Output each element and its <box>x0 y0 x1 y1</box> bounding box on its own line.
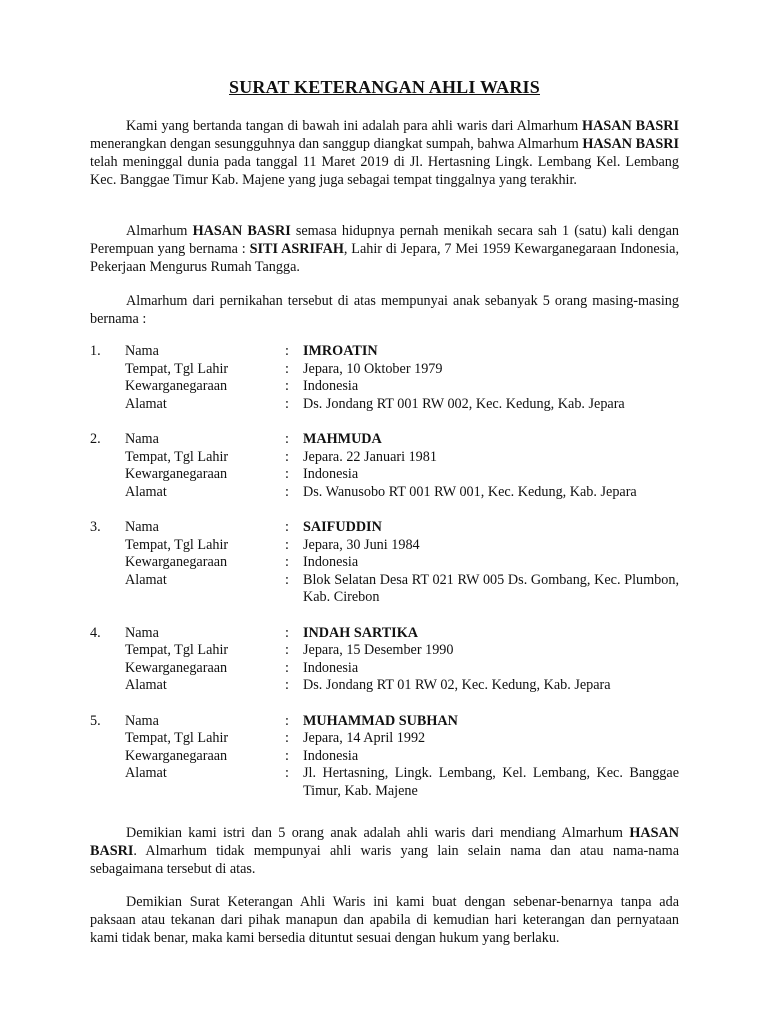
marriage-text-1: Almarhum <box>126 223 193 239</box>
colon: : <box>285 395 289 412</box>
heir-address: Ds. Wanusobo RT 001 RW 001, Kec. Kedung, Kab. Jepara <box>303 483 637 500</box>
colon: : <box>285 730 289 746</box>
intro-text-3: telah meninggal dunia pada tanggal 11 Maret 2019 di Jl. Hertasning Lingk. Lembang Kel. Lembang Kec. Banggae Timur Kab. Majene yang juga sebagai tempat tinggalnya yang terakhir. <box>90 154 679 188</box>
label-nama: Nama <box>125 712 159 729</box>
heir-number: 1. <box>90 343 101 359</box>
colon: : <box>285 677 289 693</box>
colon: : <box>285 431 289 447</box>
heir-citizenship: Indonesia <box>303 466 359 482</box>
colon: : <box>285 747 289 764</box>
label-kwn: Kewarganegaraan <box>125 747 228 764</box>
conclusion-text-2: . Almarhum tidak mempunyai ahli waris yang lain selain nama dan atau nama-nama sebagaimana tersebut di atas. <box>90 843 679 877</box>
label-ttl: Tempat, Tgl Lahir <box>125 730 229 746</box>
label-nama: Nama <box>125 519 159 535</box>
heir-citizenship: Indonesia <box>303 747 359 764</box>
deceased-name: HASAN BASRI <box>90 825 679 859</box>
heir-address: Blok Selatan Desa RT 021 RW 005 Ds. Gombang, Kec. Plumbon, Kab. Cirebon <box>303 571 679 605</box>
label-kwn: Kewarganegaraan <box>125 659 228 676</box>
marriage-text-3: , Lahir di Jepara, 7 Mei 1959 Kewarganegaraan Indonesia, Pekerjaan Mengurus Rumah Tangga. <box>90 241 680 275</box>
children-text: Almarhum dari pernikahan tersebut di atas mempunyai anak sebanyak 5 orang masing-masing bernama : <box>90 293 679 327</box>
paragraph-intro <box>90 117 679 189</box>
closing-text: Demikian Surat Keterangan Ahli Waris ini kami buat dengan sebenar-benarnya tanpa ada paksaan atau tekanan dari pihak manapun dan apabila di kemudian hari keterangan dan pernyataan kami tidak benar, maka kami bersedia dituntut sesuai dengan hukum yang berlaku. <box>90 894 679 946</box>
spouse-name: SITI ASRIFAH <box>249 241 344 257</box>
intro-text-2: menerangkan dengan sesungguhnya dan sanggup diangkat sumpah, bahwa Almarhum <box>90 136 583 152</box>
heir-birth: Jepara, 15 Desember 1990 <box>303 642 454 658</box>
paragraph-closing <box>90 893 679 947</box>
paragraph-conclusion <box>90 824 679 878</box>
document-title: SURAT KETERANGAN AHLI WARIS <box>229 77 540 97</box>
colon: : <box>285 519 289 535</box>
heir-citizenship: Indonesia <box>303 378 359 394</box>
label-nama: Nama <box>125 624 159 641</box>
paragraph-marriage <box>90 222 679 276</box>
label-alamat: Alamat <box>125 571 167 588</box>
heir-birth: Jepara, 30 Juni 1984 <box>303 536 420 553</box>
heir-name: INDAH SARTIKA <box>303 624 418 641</box>
heir-citizenship: Indonesia <box>303 554 359 570</box>
label-ttl: Tempat, Tgl Lahir <box>125 448 229 465</box>
colon: : <box>285 642 289 658</box>
paragraph-children <box>90 292 679 328</box>
label-ttl: Tempat, Tgl Lahir <box>125 536 229 553</box>
colon: : <box>285 624 289 641</box>
heir-citizenship: Indonesia <box>303 659 359 676</box>
heir-entry <box>90 343 679 413</box>
colon: : <box>285 360 289 377</box>
heir-list <box>90 343 679 818</box>
heir-address: Ds. Jondang RT 01 RW 02, Kec. Kedung, Kab. Jepara <box>303 677 611 693</box>
label-nama: Nama <box>125 431 159 447</box>
colon: : <box>285 378 289 394</box>
intro-text-1: Kami yang bertanda tangan di bawah ini adalah para ahli waris dari Almarhum <box>126 118 583 134</box>
label-kwn: Kewarganegaraan <box>125 554 228 570</box>
label-alamat: Alamat <box>125 395 167 412</box>
heir-address: Ds. Jondang RT 001 RW 002, Kec. Kedung, Kab. Jepara <box>303 395 625 412</box>
deceased-name: HASAN BASRI <box>582 136 680 152</box>
deceased-name: HASAN BASRI <box>582 118 679 134</box>
label-ttl: Tempat, Tgl Lahir <box>125 642 229 658</box>
colon: : <box>285 712 289 729</box>
marriage-text-2: semasa hidupnya pernah menikah secara sah 1 (satu) kali dengan Perempuan yang bernama : <box>90 223 679 257</box>
label-ttl: Tempat, Tgl Lahir <box>125 360 229 377</box>
heir-name: MUHAMMAD SUBHAN <box>303 712 458 729</box>
heir-entry <box>90 713 679 801</box>
colon: : <box>285 536 289 553</box>
heir-entry <box>90 625 679 695</box>
heir-birth: Jepara, 14 April 1992 <box>303 730 426 746</box>
colon: : <box>285 554 289 570</box>
heir-number: 4. <box>90 624 101 641</box>
heir-name: IMROATIN <box>303 343 378 359</box>
heir-birth: Jepara, 10 Oktober 1979 <box>303 360 443 377</box>
colon: : <box>285 765 289 781</box>
heir-entry <box>90 519 679 607</box>
heir-birth: Jepara. 22 Januari 1981 <box>303 448 437 465</box>
colon: : <box>285 448 289 465</box>
label-alamat: Alamat <box>125 765 167 781</box>
heir-number: 5. <box>90 712 101 729</box>
heir-entry <box>90 431 679 501</box>
colon: : <box>285 483 289 500</box>
colon: : <box>285 571 289 588</box>
label-alamat: Alamat <box>125 677 167 693</box>
colon: : <box>285 343 289 359</box>
heir-name: SAIFUDDIN <box>303 519 382 535</box>
deceased-name: HASAN BASRI <box>192 223 291 239</box>
colon: : <box>285 659 289 676</box>
heir-name: MAHMUDA <box>303 431 382 447</box>
conclusion-text-1: Demikian kami istri dan 5 orang anak adalah ahli waris dari mendiang Almarhum <box>126 825 630 841</box>
heir-number: 2. <box>90 431 101 447</box>
label-alamat: Alamat <box>125 483 167 500</box>
label-kwn: Kewarganegaraan <box>125 378 228 394</box>
label-nama: Nama <box>125 343 159 359</box>
heir-address: Jl. Hertasning, Lingk. Lembang, Kel. Lembang, Kec. Banggae Timur, Kab. Majene <box>303 765 679 799</box>
colon: : <box>285 466 289 482</box>
heir-number: 3. <box>90 519 101 535</box>
label-kwn: Kewarganegaraan <box>125 466 228 482</box>
